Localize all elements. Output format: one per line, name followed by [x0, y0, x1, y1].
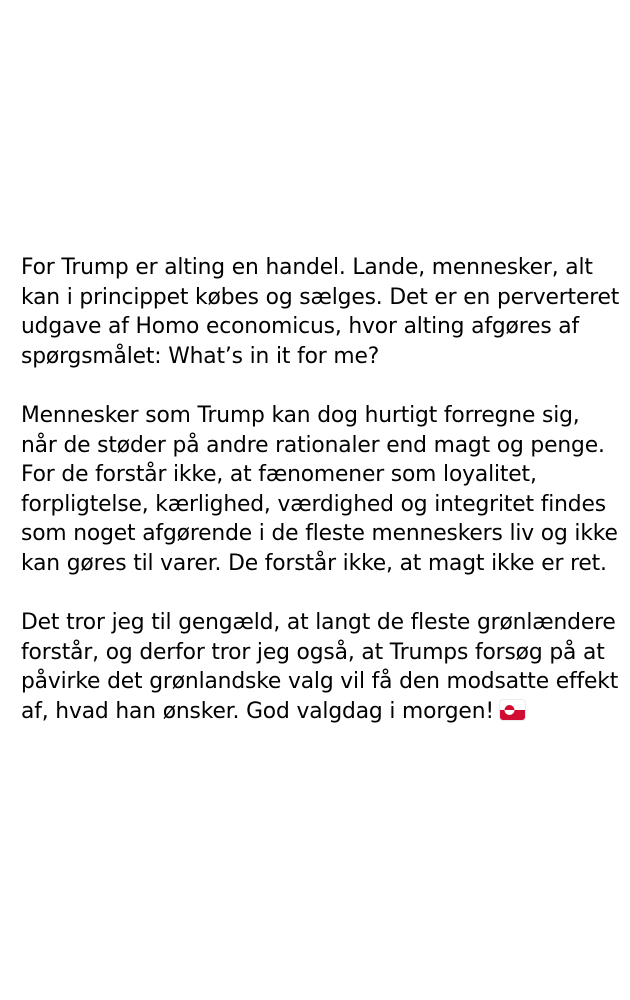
paragraph-3-text: Det tror jeg til gengæld, at langt de fleste grønlændere forstår, og derfor tror jeg også, at Trumps forsøg på at påvirke det grønlandske valg vil få den modsatte effekt af, hvad han ønsker. God valgdag i morgen! — [21, 610, 619, 724]
paragraph-2: Mennesker som Trump kan dog hurtigt forregne sig, når de støder på andre rationaler end magt og penge. For de forstår ikke, at fænomener som loyalitet, forpligtelse, kærlighed, værdighed og integritet findes som noget afgørende i de fleste menneskers liv og ikke kan gøres til varer. De forstår ikke, at magt ikke er ret. — [21, 402, 618, 576]
greenland-flag-icon — [500, 700, 525, 720]
post-text — [21, 253, 621, 727]
paragraph-3 — [21, 608, 621, 726]
paragraph-1: For Trump er alting en handel. Lande, mennesker, alt kan i princippet købes og sælges. Det er en perverteret udgave af Homo economicus, hvor alting afgøres af spørgsmålet: What’s in it for me? — [21, 255, 620, 369]
